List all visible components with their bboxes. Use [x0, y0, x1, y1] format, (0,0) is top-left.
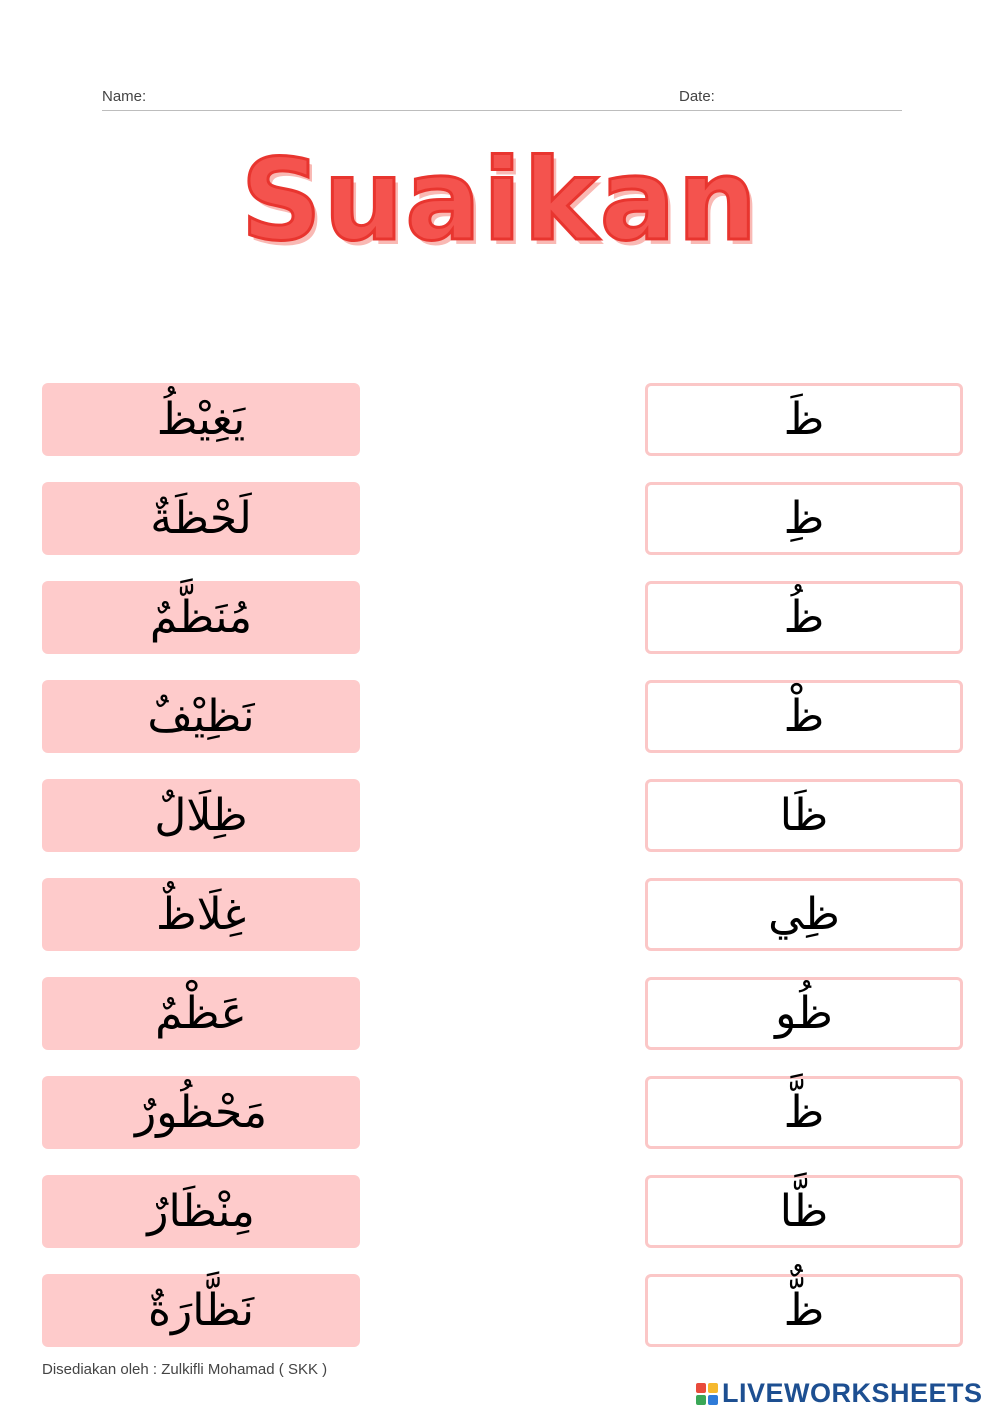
word-column: [42, 383, 360, 1373]
syllable-card[interactable]: [645, 779, 963, 852]
word-card[interactable]: [42, 581, 360, 654]
syllable-text: ظَا: [779, 789, 829, 841]
word-text: مُنَظَّمٌ: [149, 591, 253, 643]
word-card[interactable]: [42, 779, 360, 852]
author-credit: Disediakan oleh : Zulkifli Mohamad ( SKK ): [42, 1361, 328, 1378]
syllable-text: ظُو: [775, 987, 833, 1039]
word-text: غِلَاظٌ: [156, 888, 246, 940]
word-card[interactable]: [42, 1076, 360, 1149]
syllable-text: ظَّا: [779, 1185, 829, 1237]
syllable-card[interactable]: [645, 482, 963, 555]
syllable-column: [645, 383, 963, 1373]
word-text: مَحْظُورٌ: [134, 1086, 268, 1138]
word-text: نَظَّارَةٌ: [147, 1284, 255, 1336]
syllable-text: ظُ: [783, 591, 825, 643]
syllable-card[interactable]: [645, 1274, 963, 1347]
word-text: لَحْظَةٌ: [150, 492, 252, 544]
syllable-card[interactable]: [645, 1076, 963, 1149]
word-card[interactable]: [42, 680, 360, 753]
name-label: Name:: [102, 88, 147, 105]
word-text: يَغِيْظُ: [156, 393, 246, 445]
word-card[interactable]: [42, 878, 360, 951]
word-text: ظِلَالٌ: [154, 789, 248, 841]
word-card[interactable]: [42, 1175, 360, 1248]
date-label: Date:: [679, 88, 715, 105]
liveworksheets-brand[interactable]: [696, 1378, 983, 1409]
syllable-card[interactable]: [645, 383, 963, 456]
word-card[interactable]: [42, 383, 360, 456]
syllable-card[interactable]: [645, 878, 963, 951]
brand-name: LIVEWORKSHEETS: [722, 1378, 983, 1408]
word-text: عَظْمٌ: [155, 987, 247, 1039]
liveworksheets-logo-icon: [696, 1383, 718, 1405]
syllable-card[interactable]: [645, 1175, 963, 1248]
word-card[interactable]: [42, 482, 360, 555]
word-text: نَظِيْفٌ: [147, 690, 255, 742]
header-underline: [102, 110, 902, 111]
word-card[interactable]: [42, 1274, 360, 1347]
syllable-card[interactable]: [645, 581, 963, 654]
page-title: Suaikan: [240, 136, 760, 266]
syllable-text: ظٌّ: [783, 1284, 825, 1336]
syllable-text: ظِي: [768, 888, 840, 940]
syllable-card[interactable]: [645, 977, 963, 1050]
syllable-text: ظَّ: [783, 1086, 825, 1138]
word-text: مِنْظَارٌ: [147, 1185, 255, 1237]
syllable-card[interactable]: [645, 680, 963, 753]
word-card[interactable]: [42, 977, 360, 1050]
syllable-text: ظِ: [783, 492, 825, 544]
syllable-text: ظَ: [783, 393, 825, 445]
syllable-text: ظْ: [783, 690, 825, 742]
